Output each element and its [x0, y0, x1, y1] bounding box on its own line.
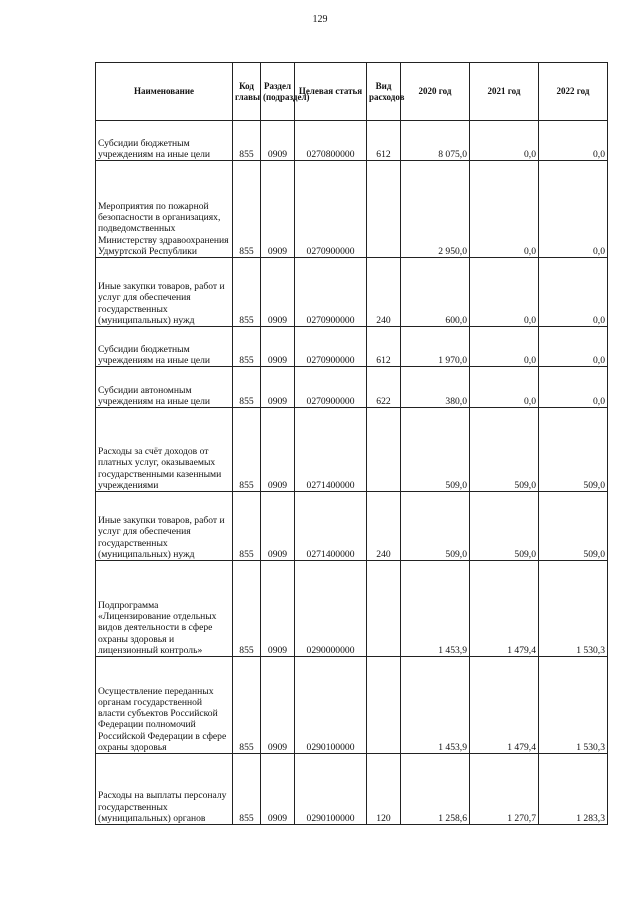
table-row [96, 657, 608, 754]
table-row [96, 367, 608, 408]
row-section: 0909 [261, 754, 295, 825]
row-2022: 0,0 [539, 367, 608, 408]
row-target: 0290100000 [295, 754, 367, 825]
row-code: 855 [233, 492, 261, 561]
row-2021: 0,0 [470, 258, 539, 327]
row-target: 0290100000 [295, 657, 367, 754]
row-name: Расходы на выплаты персоналу государственных (муниципальных) органов [96, 754, 233, 825]
row-target: 0270900000 [295, 161, 367, 258]
row-2022: 0,0 [539, 121, 608, 161]
row-section: 0909 [261, 561, 295, 657]
row-2020: 8 075,0 [401, 121, 470, 161]
row-2022: 0,0 [539, 161, 608, 258]
row-2020: 1 970,0 [401, 327, 470, 367]
row-type: 240 [367, 258, 401, 327]
row-type [367, 561, 401, 657]
row-code: 855 [233, 408, 261, 492]
table-row [96, 258, 608, 327]
row-2022: 509,0 [539, 492, 608, 561]
header-target: Целевая статья [295, 63, 367, 121]
row-2022: 0,0 [539, 258, 608, 327]
table-row [96, 754, 608, 825]
row-2021: 1 479,4 [470, 657, 539, 754]
row-code: 855 [233, 121, 261, 161]
header-row [96, 63, 608, 121]
row-2022: 0,0 [539, 327, 608, 367]
table-row [96, 561, 608, 657]
row-type: 612 [367, 327, 401, 367]
row-section: 0909 [261, 121, 295, 161]
row-2021: 0,0 [470, 327, 539, 367]
row-section: 0909 [261, 408, 295, 492]
row-target: 0270900000 [295, 258, 367, 327]
header-2021: 2021 год [470, 63, 539, 121]
row-2020: 509,0 [401, 408, 470, 492]
row-name: Иные закупки товаров, работ и услуг для обеспечения государственных (муниципальных) нужд [96, 258, 233, 327]
row-section: 0909 [261, 327, 295, 367]
row-name: Расходы за счёт доходов от платных услуг, оказываемых государственными казенными учреждениями [96, 408, 233, 492]
row-target: 0271400000 [295, 408, 367, 492]
row-type: 240 [367, 492, 401, 561]
row-section: 0909 [261, 258, 295, 327]
row-type [367, 408, 401, 492]
row-2021: 1 479,4 [470, 561, 539, 657]
row-name: Мероприятия по пожарной безопасности в организациях, подведомственных Министерству здравоохранения Удмуртской Республики [96, 161, 233, 258]
row-target: 0270900000 [295, 327, 367, 367]
page-number: 129 [312, 14, 328, 25]
row-2020: 380,0 [401, 367, 470, 408]
row-section: 0909 [261, 492, 295, 561]
row-2022: 1 530,3 [539, 657, 608, 754]
table-row [96, 121, 608, 161]
row-type: 120 [367, 754, 401, 825]
row-2022: 1 283,3 [539, 754, 608, 825]
row-target: 0290000000 [295, 561, 367, 657]
row-type [367, 161, 401, 258]
row-code: 855 [233, 161, 261, 258]
row-2021: 509,0 [470, 408, 539, 492]
row-code: 855 [233, 258, 261, 327]
row-2020: 1 453,9 [401, 561, 470, 657]
row-target: 0271400000 [295, 492, 367, 561]
row-section: 0909 [261, 367, 295, 408]
row-code: 855 [233, 754, 261, 825]
row-2021: 509,0 [470, 492, 539, 561]
header-code: Код главы [233, 63, 261, 121]
row-2020: 600,0 [401, 258, 470, 327]
row-section: 0909 [261, 161, 295, 258]
table-row [96, 492, 608, 561]
row-target: 0270800000 [295, 121, 367, 161]
row-2021: 0,0 [470, 367, 539, 408]
row-type: 612 [367, 121, 401, 161]
row-code: 855 [233, 367, 261, 408]
row-code: 855 [233, 561, 261, 657]
row-code: 855 [233, 327, 261, 367]
row-section: 0909 [261, 657, 295, 754]
header-section: Раздел (подраздел) [261, 63, 295, 121]
table-row [96, 408, 608, 492]
row-2020: 509,0 [401, 492, 470, 561]
budget-table [95, 62, 608, 825]
row-type [367, 657, 401, 754]
header-name: Наименование [96, 63, 233, 121]
table-row [96, 161, 608, 258]
row-2022: 1 530,3 [539, 561, 608, 657]
row-2020: 2 950,0 [401, 161, 470, 258]
row-2021: 0,0 [470, 121, 539, 161]
row-target: 0270900000 [295, 367, 367, 408]
header-2022: 2022 год [539, 63, 608, 121]
row-code: 855 [233, 657, 261, 754]
row-name: Осуществление переданных органам государственной власти субъектов Российской Федерации полномочий Российской Федерации в сфере охраны здоровья [96, 657, 233, 754]
row-2021: 1 270,7 [470, 754, 539, 825]
row-2022: 509,0 [539, 408, 608, 492]
row-2021: 0,0 [470, 161, 539, 258]
row-2020: 1 453,9 [401, 657, 470, 754]
header-type: Вид расходов [367, 63, 401, 121]
table-row [96, 327, 608, 367]
header-2020: 2020 год [401, 63, 470, 121]
row-type: 622 [367, 367, 401, 408]
row-name: Субсидии бюджетным учреждениям на иные цели [96, 327, 233, 367]
row-2020: 1 258,6 [401, 754, 470, 825]
row-name: Субсидии автономным учреждениям на иные цели [96, 367, 233, 408]
row-name: Иные закупки товаров, работ и услуг для обеспечения государственных (муниципальных) нужд [96, 492, 233, 561]
row-name: Подпрограмма «Лицензирование отдельных видов деятельности в сфере охраны здоровья и лицензионный контроль» [96, 561, 233, 657]
row-name: Субсидии бюджетным учреждениям на иные цели [96, 121, 233, 161]
